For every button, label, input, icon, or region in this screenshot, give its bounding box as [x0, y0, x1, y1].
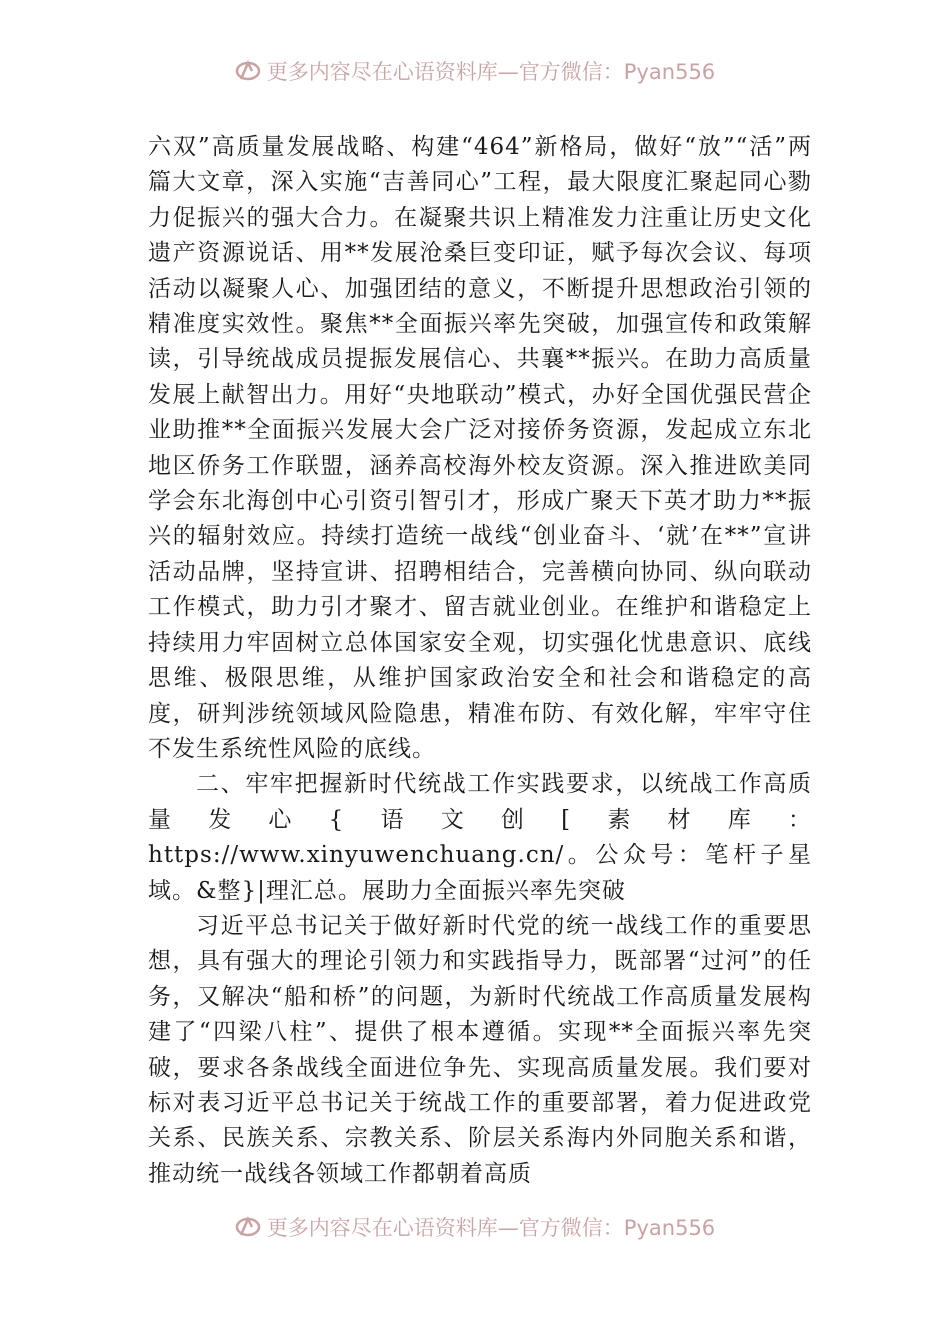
- section-heading: 二、牢牢把握新时代统战工作实践要求，以统战工作高质量发心{语文创[素材库：https://www.xinyuwenchuang.cn/。公众号：笔杆子星域。&整}|理汇总。展助力全面振兴率先突破: [148, 771, 812, 904]
- paragraph: 习近平总书记关于做好新时代党的统一战线工作的重要思想，具有强大的理论引领力和实践指导力，既部署“过河”的任务，又解决“船和桥”的问题，为新时代统战工作高质量发展构建了“四梁八柱”、提供了根本遵循。实现**全面振兴率先突破，要求各条战线全面进位争先、实现高质量发展。我们要对标对表习近平总书记关于统战工作的重要部署，着力促进政党关系、民族关系、宗教关系、阶层关系海内外同胞关系和谐，推动统一战线各领域工作都朝着高质: [148, 912, 812, 1187]
- logo-icon: [235, 1215, 261, 1239]
- watermark-footer: [0, 1212, 950, 1242]
- watermark-text: 更多内容尽在心语资料库—官方微信：Pyan556: [266, 1216, 716, 1240]
- logo-icon: [235, 59, 261, 83]
- document-body: [148, 130, 812, 1192]
- watermark-text: 更多内容尽在心语资料库—官方微信：Pyan556: [266, 60, 716, 84]
- watermark-header: [0, 56, 950, 86]
- paragraph: 六双”高质量发展战略、构建“464”新格局，做好“放”“活”两篇大文章，深入实施“吉善同心”工程，最大限度汇聚起同心勠力促振兴的强大合力。在凝聚共识上精准发力注重让历史文化遗产资源说话、用**发展沧桑巨变印证，赋予每次会议、每项活动以凝聚人心、加强团结的意义，不断提升思想政治引领的精准度实效性。聚焦**全面振兴率先突破，加强宣传和政策解读，引导统战成员提振发展信心、共襄**振兴。在助力高质量发展上献智出力。用好“央地联动”模式，办好全国优强民营企业助推**全面振兴发展大会广泛对接侨务资源，发起成立东北地区侨务工作联盟，涵养高校海外校友资源。深入推进欧美同学会东北海创中心引资引智引才，形成广聚天下英才助力**振兴的辐射效应。持续打造统一战线“创业奋斗、‘就’在**”宣讲活动品牌，坚持宣讲、招聘相结合，完善横向协同、纵向联动工作模式，助力引才聚才、留吉就业创业。在维护和谐稳定上持续用力牢固树立总体国家安全观，切实强化忧患意识、底线思维、极限思维，从维护国家政治安全和社会和谐稳定的高度，研判涉统领域风险隐患，精准布防、有效化解，牢牢守住不发生系统性风险的底线。: [148, 134, 812, 762]
